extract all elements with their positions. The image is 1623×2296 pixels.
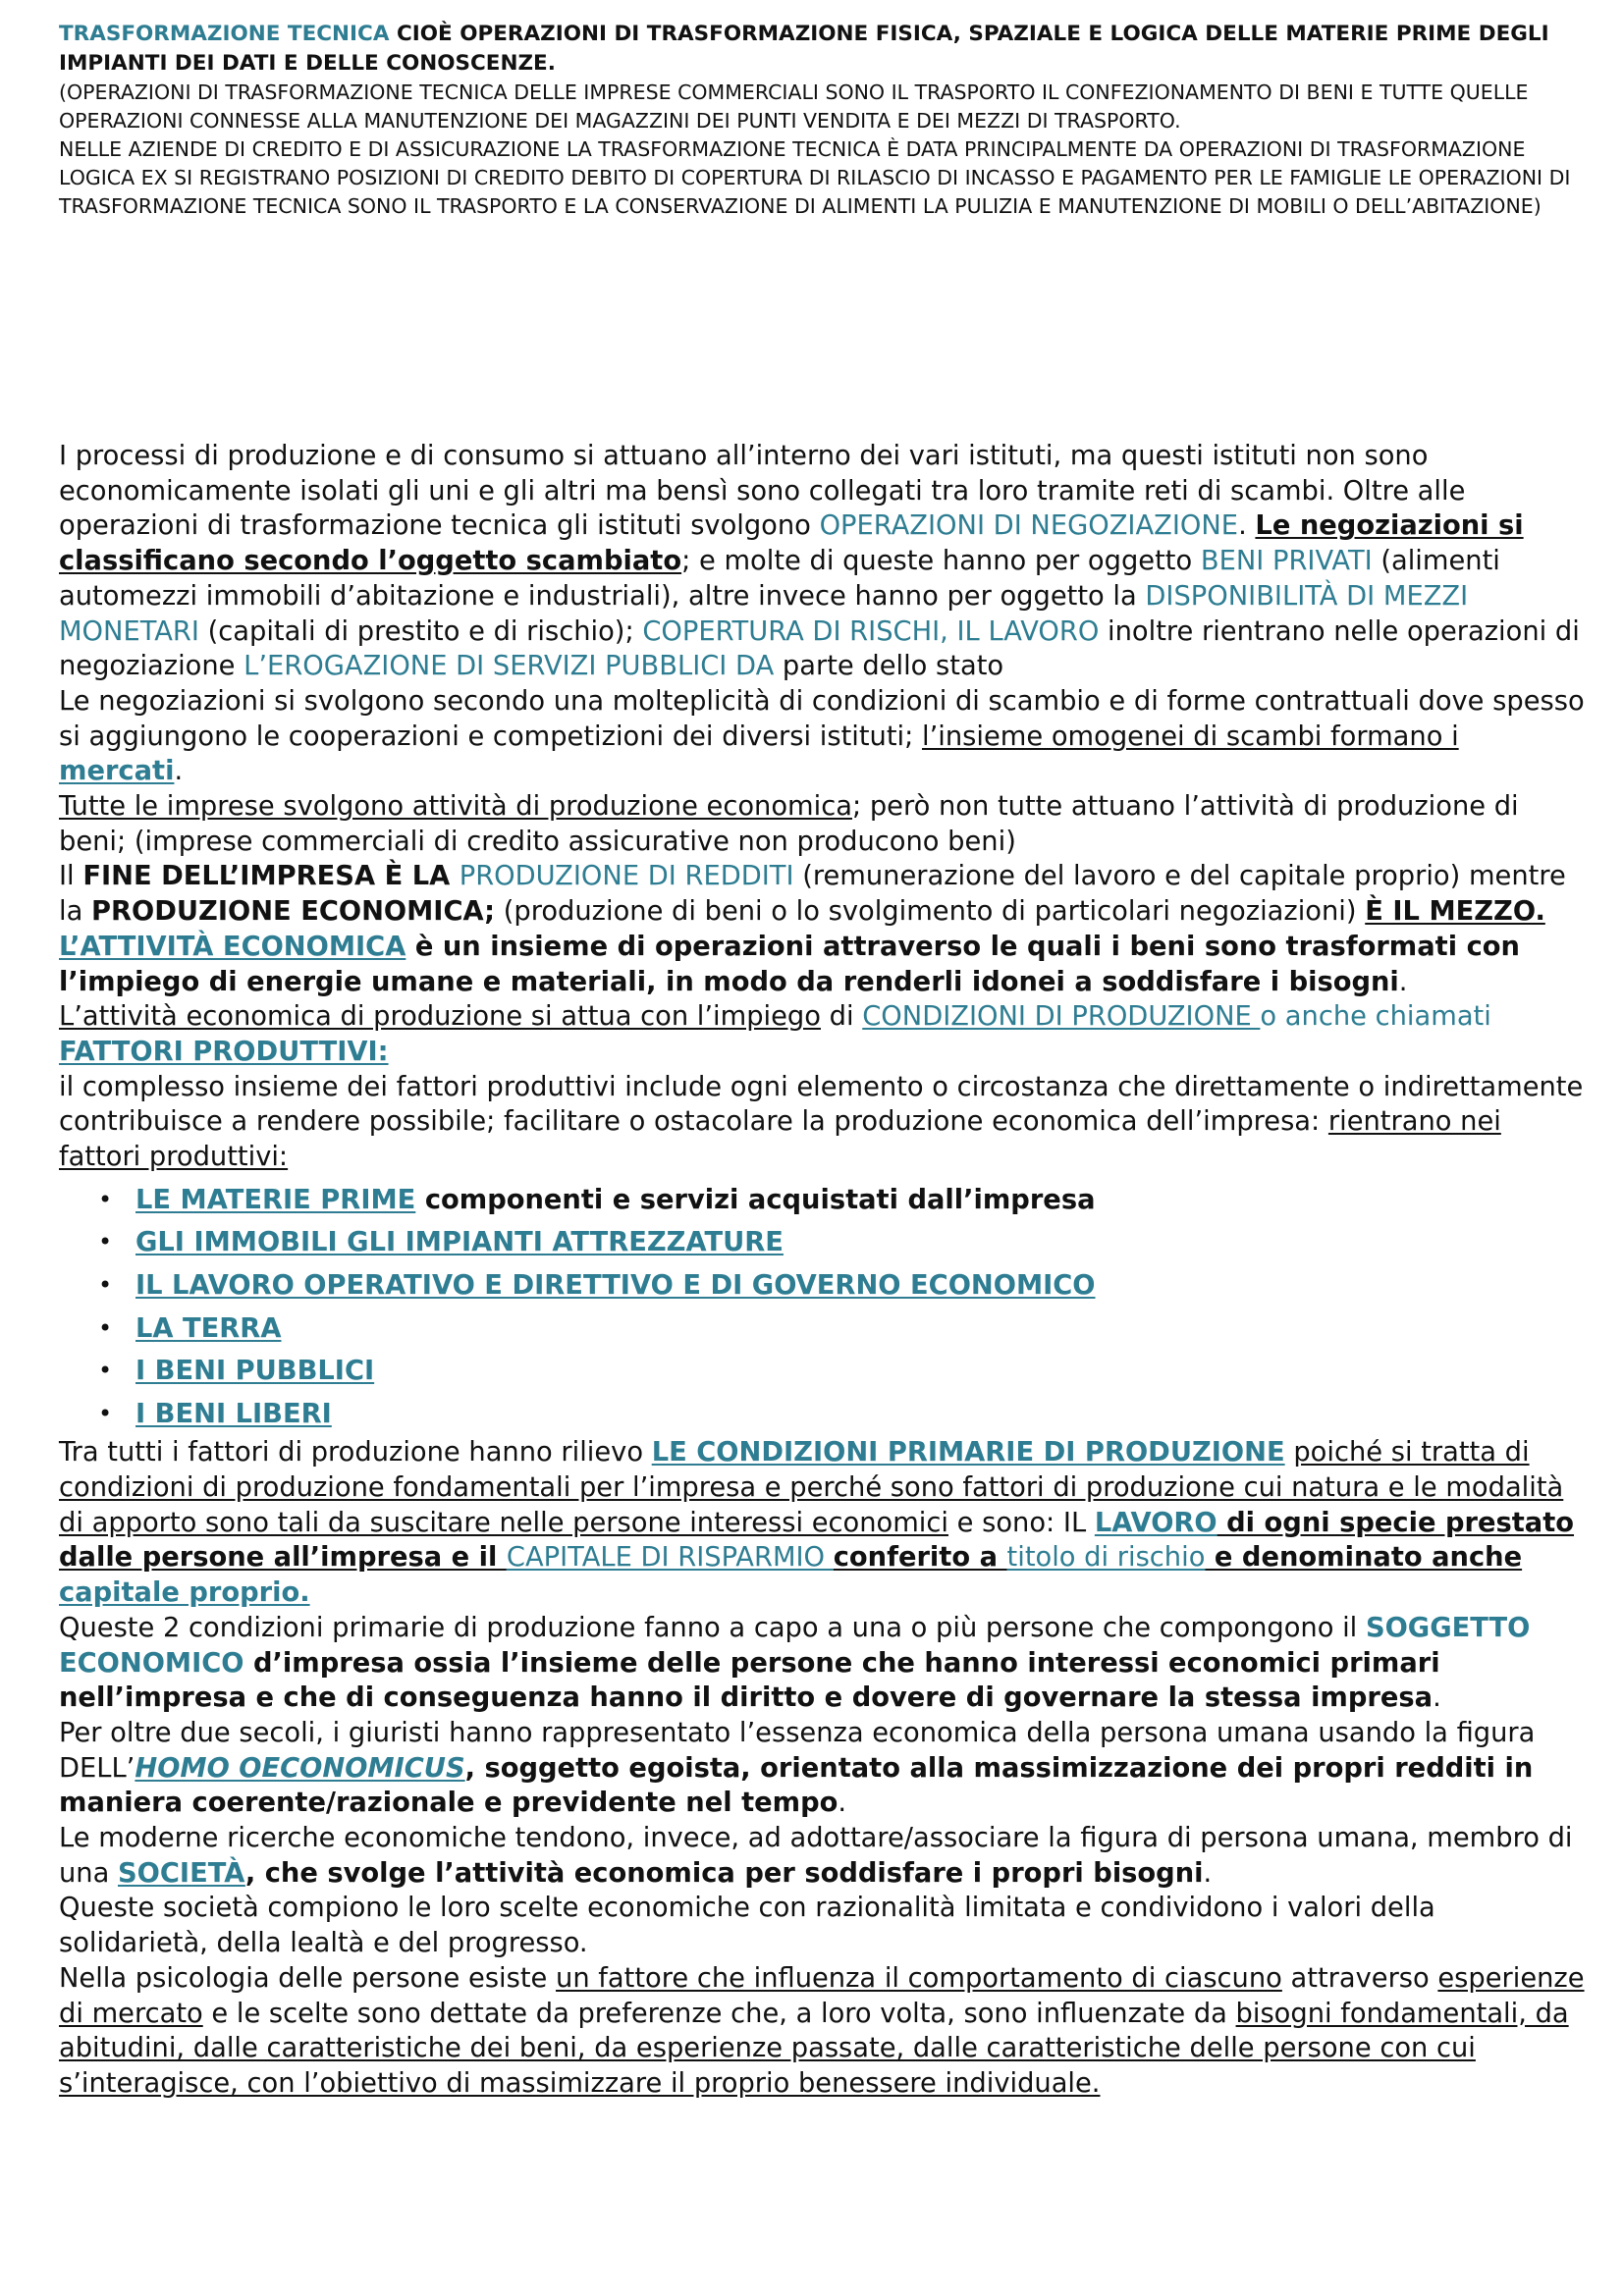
intro-note-commercial: (OPERAZIONI DI TRASFORMAZIONE TECNICA DELLE IMPRESE COMMERCIALI SONO IL TRASPORTO IL CONFEZIONAMENTO DI BENI E TUTTE QUELLE OPERAZIONI CONNESSE ALLA MANUTENZIONE DEI MAGAZZINI DEI PUNTI VENDITA E DEI MEZZI DI TRASPORTO. <box>59 80 1529 133</box>
list-item <box>98 1221 1591 1264</box>
keyword: SOCIETÀ <box>118 1857 245 1889</box>
text-run: ; però non tutte attuano l’attività di produzione di beni; (imprese commerciali di credito assicurative non producono beni) <box>59 791 1519 857</box>
keyword: LAVORO <box>1094 1507 1217 1538</box>
keyword: SOGGETTO ECONOMICO <box>59 1612 1531 1679</box>
emphasis: e denominato anche <box>1205 1542 1523 1574</box>
underlined-text: poiché si tratta di condizioni di produzione fondamentali per l’impresa e perché sono fattori di produzione cui natura e le modalità di apporto sono tali da suscitare nelle persone interessi economici <box>59 1437 1564 1538</box>
text-run: Queste 2 condizioni primarie di produzione fanno a capo a una o più persone che compongono il <box>59 1612 1366 1643</box>
keyword: PRODUZIONE DI REDDITI <box>459 861 794 892</box>
keyword: capitale proprio. <box>59 1577 310 1609</box>
text-run: Le negoziazioni si svolgono secondo una molteplicità di condizioni di scambio e di forme contrattuali dove spesso si aggiungono le cooperazioni e competizioni dei diversi istituti; <box>59 685 1585 752</box>
text-run: (capitali di prestito e di rischio); <box>198 615 643 647</box>
paragraph-limited-rationality <box>59 1891 1591 1960</box>
paragraph-economic-subject <box>59 1611 1591 1716</box>
text-run: parte dello stato <box>774 651 1004 682</box>
text-run: Le moderne ricerche economiche tendono, invece, ad adottare/associare la figura di persona umana, membro di una <box>59 1823 1573 1889</box>
keyword: FATTORI PRODUTTIVI: <box>59 1036 389 1067</box>
text-run: il complesso insieme dei fattori produttivi include ogni elemento o circostanza che direttamente o indirettamente contribuisce a rendere possibile; facilitare o ostacolare la produzione economica dell’impresa: <box>59 1071 1584 1138</box>
text-run: e le scelte sono dettate da preferenze che, a loro volta, sono influenzate da <box>202 1998 1236 2029</box>
intro-heading <box>59 20 1591 79</box>
list-item-label: I BENI PUBBLICI <box>135 1356 375 1387</box>
heading-text: CIOÈ OPERAZIONI DI TRASFORMAZIONE FISICA, SPAZIALE E LOGICA DELLE MATERIE PRIME DEGLI IMPIANTI DEI DATI E DELLE CONOSCENZE. <box>59 22 1549 76</box>
text-run: (remunerazione del lavoro e del capitale proprio) mentre la <box>59 861 1566 928</box>
keyword: CONDIZIONI DI PRODUZIONE <box>862 1001 1261 1033</box>
underlined-text: esperienze di mercato <box>59 1962 1585 2029</box>
keyword <box>135 1753 464 1784</box>
paragraph-factors-intro <box>59 1070 1591 1175</box>
bullet-icon: • <box>98 1313 113 1342</box>
keyword: mercati <box>59 756 175 787</box>
text-run: . <box>1398 966 1408 997</box>
intro-note-credit: NELLE AZIENDE DI CREDITO E DI ASSICURAZIONE LA TRASFORMAZIONE TECNICA È DATA PRINCIPALMENTE DA OPERAZIONI DI TRASFORMAZIONE LOGICA EX SI REGISTRANO POSIZIONI DI CREDITO DEBITO DI COPERTURA DI RILASCIO DI INCASSO E PAGAMENTO PER LE FAMIGLIE LE OPERAZIONI DI TRASFORMAZIONE TECNICA SONO IL TRASPORTO E LA CONSERVAZIONE DI ALIMENTI LA PULIZIA E MANUTENZIONE DI MOBILI O DELL’ABITAZIONE) <box>59 137 1571 218</box>
list-item-text: componenti e servizi acquistati dall’impresa <box>415 1184 1096 1215</box>
text-run: I processi di produzione e di consumo si attuano all’interno dei vari istituti, ma questi istituti non sono economicamente isolati gli uni e gli altri ma bensì sono collegati tra loro tramite reti di scambi. Oltre alle operazioni di trasformazione tecnica gli istituti svolgono <box>59 441 1466 542</box>
list-item-label: GLI IMMOBILI GLI IMPIANTI ATTREZZATURE <box>135 1227 784 1258</box>
text-run: . <box>838 1788 847 1819</box>
list-item-label: IL LAVORO OPERATIVO E DIRETTIVO E DI GOVERNO ECONOMICO <box>135 1269 1096 1301</box>
paragraph-markets <box>59 684 1591 789</box>
text-run: (produzione di beni o lo svolgimento di particolari negoziazioni) <box>495 896 1366 928</box>
text-run: Il <box>59 861 83 892</box>
list-item <box>98 1393 1591 1436</box>
keyword: BENI PRIVATI <box>1200 546 1373 577</box>
text-run: Tra tutti i fattori di produzione hanno rilievo <box>59 1437 652 1468</box>
factors-list <box>59 1179 1591 1436</box>
keyword: CAPITALE DI RISPARMIO <box>506 1542 834 1574</box>
emphasis: Le negoziazioni si classificano secondo l’oggetto scambiato <box>59 510 1524 577</box>
text-run: (alimenti automezzi immobili d’abitazione e industriali), altre invece hanno per oggetto la <box>59 546 1500 612</box>
text-run: attraverso <box>1281 1962 1438 1994</box>
keyword: L’ATTIVITÀ ECONOMICA <box>59 931 406 962</box>
emphasis: PRODUZIONE ECONOMICA; <box>91 896 496 928</box>
emphasis: è un insieme di operazioni attraverso le quali i beni sono trasformati con l’impiego di energie umane e materiali, in modo da renderli idonei a soddisfare i bisogni <box>59 931 1520 997</box>
heading-keyword: TRASFORMAZIONE TECNICA <box>59 22 390 46</box>
italic-keyword: HOMO OECONOMICUS <box>135 1752 465 1784</box>
text-run: Queste società compiono le loro scelte economiche con razionalità limitata e condividono i valori della solidarietà, della lealtà e del progresso. <box>59 1893 1435 1959</box>
text-run: . <box>174 756 184 787</box>
list-item <box>98 1308 1591 1351</box>
emphasis: È IL MEZZO. <box>1365 896 1545 928</box>
underlined-text: bisogni fondamentali, da abitudini, dalle caratteristiche dei beni, da esperienze passate, dalle caratteristiche delle persone con cui s’interagisce, con l’obiettivo di massimizzare il proprio benessere individuale. <box>59 1998 1569 2099</box>
list-item <box>98 1264 1591 1308</box>
text-run: Per oltre due secoli, i giuristi hanno rappresentato l’essenza economica della persona umana usando la figura DELL’ <box>59 1717 1536 1784</box>
paragraph-economic-activity <box>59 930 1591 999</box>
emphasis: , che svolge l’attività economica per soddisfare i propri bisogni <box>244 1857 1204 1889</box>
bullet-icon: • <box>98 1270 113 1299</box>
text-run: . <box>1203 1857 1213 1889</box>
underlined-text: rientrano nei fattori produttivi: <box>59 1106 1501 1173</box>
keyword: LE CONDIZIONI PRIMARIE DI PRODUZIONE <box>651 1437 1285 1468</box>
main-text <box>59 439 1591 2102</box>
bullet-icon: • <box>98 1357 113 1385</box>
keyword: DISPONIBILITÀ DI MEZZI MONETARI <box>59 580 1469 647</box>
keyword: o anche chiamati <box>1260 1001 1491 1033</box>
list-item-label: LA TERRA <box>135 1312 282 1344</box>
bullet-icon: • <box>98 1185 113 1213</box>
text-run: ; e molte di queste hanno per oggetto <box>681 546 1201 577</box>
underlined-text: l’insieme omogenei di scambi formano i <box>922 721 1459 752</box>
paragraph-negotiation <box>59 439 1591 684</box>
emphasis: , soggetto egoista, orientato alla massimizzazione dei propri redditi in maniera coerente/razionale e previdente nel tempo <box>59 1752 1534 1819</box>
paragraph-homo-oeconomicus <box>59 1716 1591 1821</box>
paragraph-production <box>59 789 1591 859</box>
list-item <box>98 1179 1591 1222</box>
keyword: COPERTURA DI RISCHI, IL LAVORO <box>642 615 1100 647</box>
paragraph-primary-conditions <box>59 1435 1591 1611</box>
keyword: OPERAZIONI DI NEGOZIAZIONE <box>819 510 1239 542</box>
paragraph-psychology <box>59 1961 1591 2102</box>
keyword: L’EROGAZIONE DI SERVIZI PUBBLICI DA <box>243 651 775 682</box>
text-run: e sono: IL <box>947 1507 1095 1538</box>
bullet-icon: • <box>98 1228 113 1256</box>
text-run: . <box>1433 1682 1441 1714</box>
bullet-icon: • <box>98 1399 113 1427</box>
text-run: di <box>820 1001 863 1033</box>
underlined-text: Tutte le imprese svolgono attività di produzione economica <box>59 791 852 823</box>
intro-section <box>59 20 1591 221</box>
underlined-text: L’attività economica di produzione si attua con l’impiego <box>59 1001 821 1033</box>
emphasis: di ogni specie prestato dalle persone all’impresa e il <box>59 1507 1575 1574</box>
text-run: Nella psicologia delle persone esiste <box>59 1962 557 1994</box>
underlined-text: un fattore che influenza il comportamento di ciascuno <box>556 1962 1282 1994</box>
list-item-label: LE MATERIE PRIME <box>135 1184 416 1215</box>
paragraph-society <box>59 1821 1591 1891</box>
keyword: titolo di rischio <box>1006 1542 1206 1574</box>
emphasis: FINE DELL’IMPRESA È LA <box>82 861 460 892</box>
emphasis: conferito a <box>833 1542 1007 1574</box>
paragraph-production-conditions <box>59 999 1591 1069</box>
text-run: . <box>1238 510 1256 542</box>
emphasis: d’impresa ossia l’insieme delle persone che hanno interessi economici primari nell’impresa e che di conseguenza hanno il diritto e dovere di governare la stessa impresa <box>59 1647 1440 1714</box>
list-item-label: I BENI LIBERI <box>135 1398 332 1429</box>
list-item <box>98 1350 1591 1393</box>
text-run: inoltre rientrano nelle operazioni di negoziazione <box>59 615 1580 682</box>
paragraph-company-goal <box>59 859 1591 929</box>
